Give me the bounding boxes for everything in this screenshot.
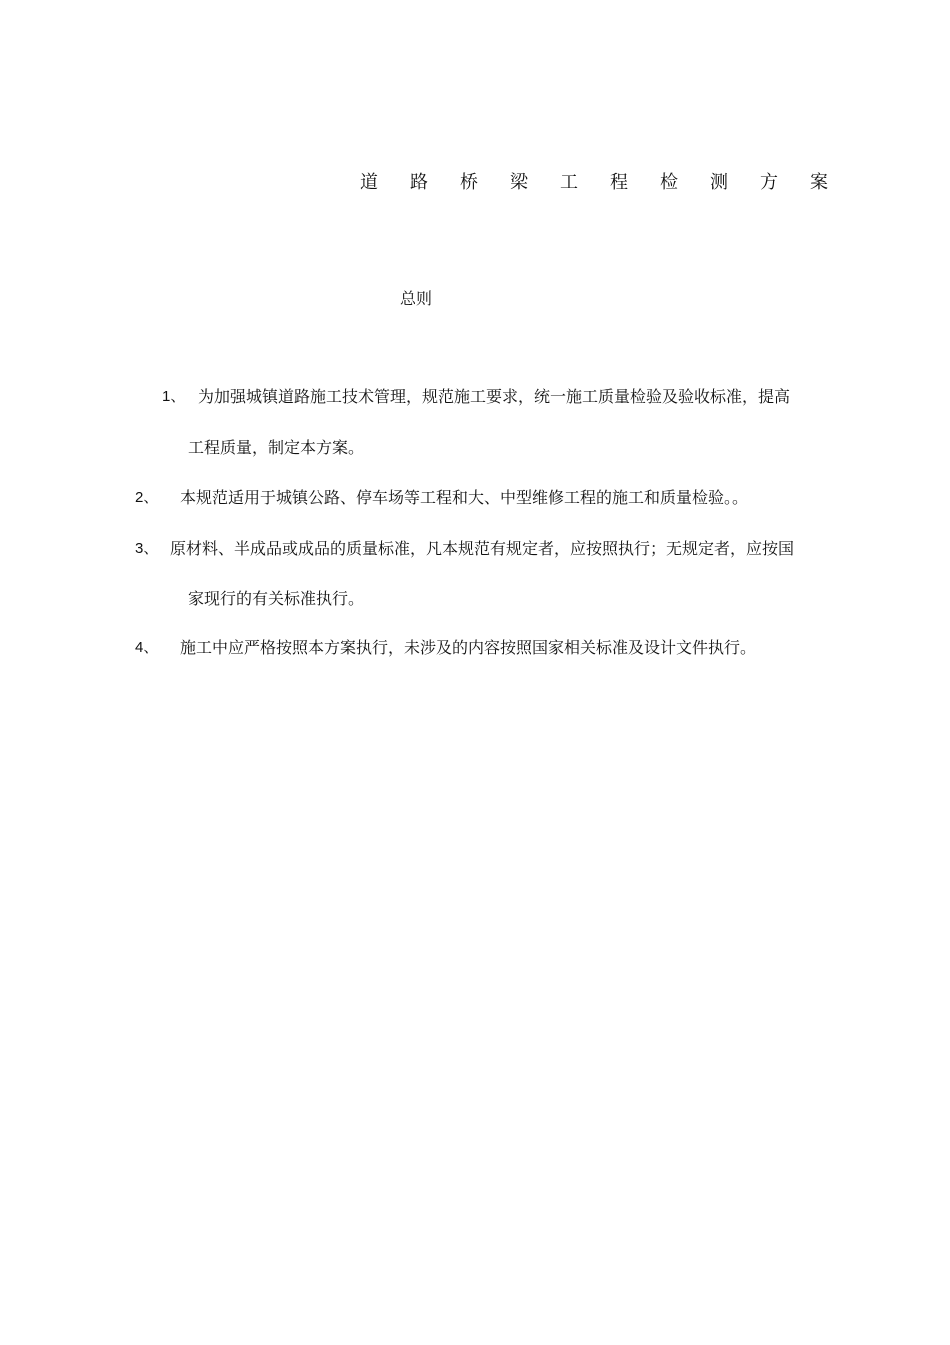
item-3-number: 3、 [135,540,159,557]
title-char: 梁 [510,172,528,193]
item-4-number: 4、 [135,639,159,656]
item-4-line-1: 施工中应严格按照本方案执行，未涉及的内容按照国家相关标准及设计文件执行。 [180,638,757,657]
section-heading: 总则 [400,289,433,308]
title-char: 案 [810,172,828,193]
title-char: 路 [410,172,428,193]
item-1-line-1: 为加强城镇道路施工技术管理，规范施工要求，统一施工质量检验及验收标准，提高 [198,387,791,406]
title-char: 测 [710,172,728,193]
title-char: 方 [760,172,778,193]
title-char: 程 [610,172,628,193]
title-char: 桥 [460,172,478,193]
item-2-number: 2、 [135,489,159,506]
title-char: 道 [360,172,378,193]
item-1-line-2: 工程质量，制定本方案。 [188,438,365,457]
title-char: 检 [660,172,678,193]
item-3-line-1: 原材料、半成品或成品的质量标准，凡本规范有规定者，应按照执行；无规定者，应按国 [170,539,795,558]
item-2-line-1: 本规范适用于城镇公路、停车场等工程和大、中型维修工程的施工和质量检验。。 [180,488,749,507]
item-1-number: 1、 [162,388,186,405]
title-char: 工 [560,172,578,193]
item-3-line-2: 家现行的有关标准执行。 [188,589,365,608]
document-title [360,170,860,196]
